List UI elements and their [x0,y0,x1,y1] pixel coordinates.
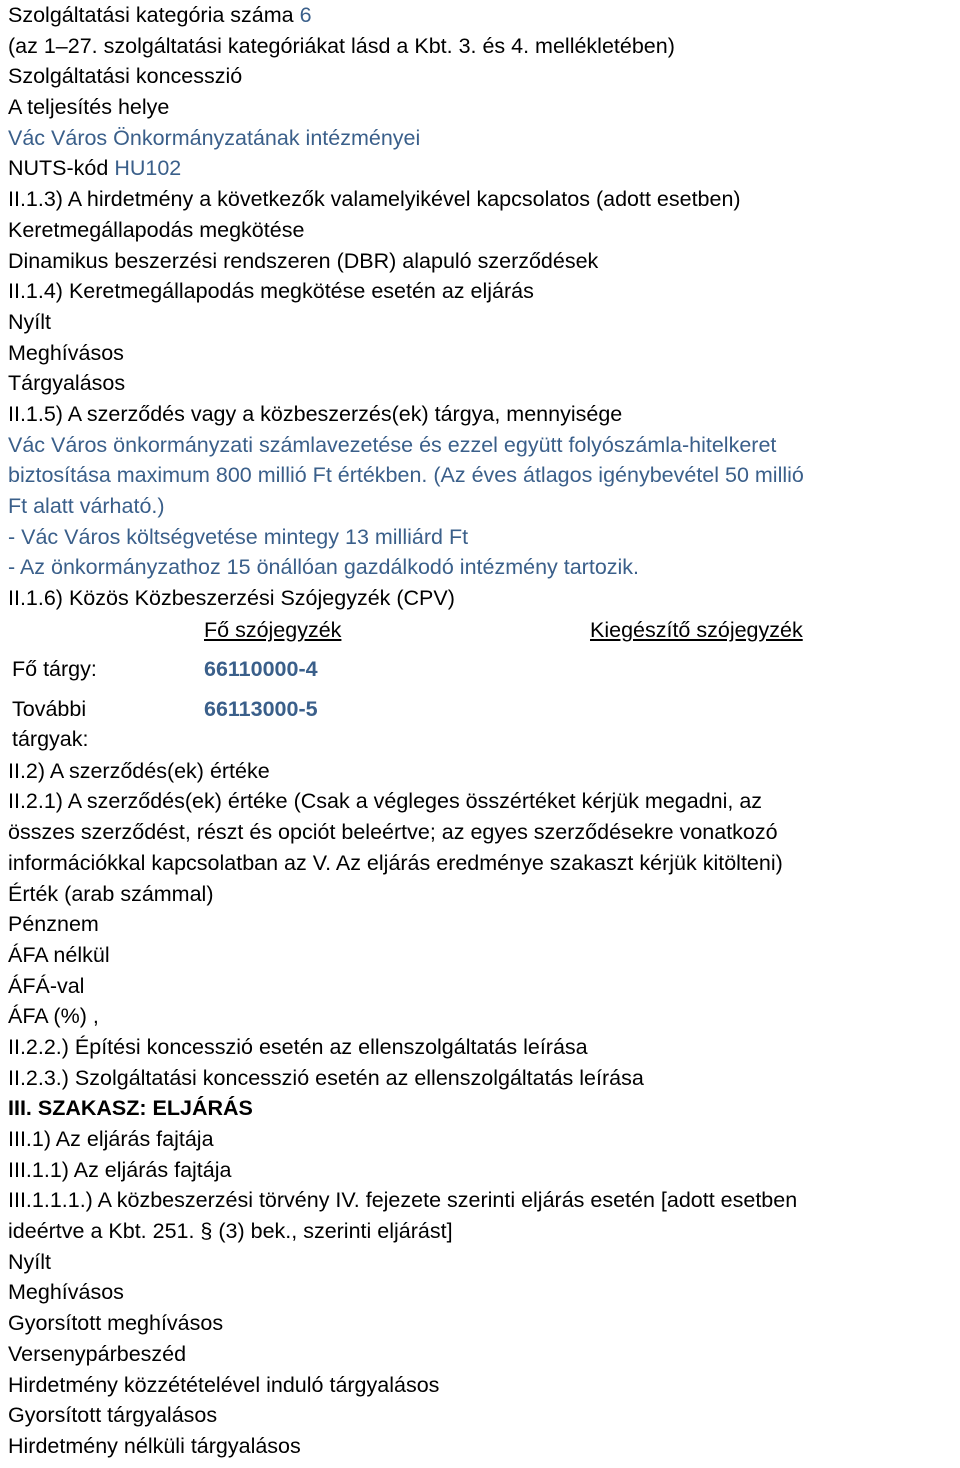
service-category-value: 6 [299,3,312,27]
value-label: Érték (arab számmal) [8,881,214,906]
section-ii-1-6-heading: II.1.6) Közös Közbeszerzési Szójegyzék (CPV) [8,586,455,611]
section-iii-1-1-1-text-2: ideértve a Kbt. 251. § (3) bek., szerinti eljárást] [8,1219,453,1244]
procedure-open: Nyílt [8,309,51,334]
section-ii-1-5-heading: II.1.5) A szerződés vagy a közbeszerzés(ek) tárgya, mennyisége [8,401,623,426]
section-iii-1-heading: III.1) Az eljárás fajtája [8,1127,214,1151]
section-iii-heading: III. SZAKASZ: ELJÁRÁS [8,1096,253,1121]
service-category-line [8,0,958,31]
procedure-type-negotiated-with-notice: Hirdetmény közzétételével induló tárgyalásos [8,1372,440,1397]
cpv-main-object-label: Fő tárgy: [12,656,97,681]
place-of-performance-value: Vác Város Önkormányzatának intézményei [8,125,421,150]
cpv-main-vocabulary-header: Fő szójegyzék [204,617,342,642]
vat-percent-label: ÁFA (%) , [8,1004,99,1029]
subject-description-2: biztosítása maximum 800 millió Ft értékben. (Az éves átlagos igénybevétel 50 millió [8,463,804,488]
procedure-negotiated: Tárgyalásos [8,371,126,396]
subject-description-5: - Az önkormányzathoz 15 önállóan gazdálkodó intézmény tartozik. [8,555,640,580]
nuts-code-line [8,153,958,184]
cpv-additional-objects-row [8,692,958,756]
subject-description-3: Ft alatt várható.) [8,494,165,518]
currency-label: Pénznem [8,912,99,937]
cpv-additional-label-1: További [12,696,87,721]
procedure-type-restricted: Meghívásos [8,1280,124,1305]
procedure-type-negotiated-without-notice: Hirdetmény nélküli tárgyalásos [8,1433,301,1458]
service-category-note: (az 1–27. szolgáltatási kategóriákat lásd a Kbt. 3. és 4. mellékletében) [8,33,675,58]
nuts-code-value: HU102 [114,156,182,181]
section-ii-2-2-heading: II.2.2.) Építési koncesszió esetén az ellenszolgáltatás leírása [8,1034,588,1059]
framework-agreement-option: Keretmegállapodás megkötése [8,217,305,242]
place-of-performance-label: A teljesítés helye [8,95,170,120]
cpv-additional-label-2: tárgyak: [12,726,89,751]
nuts-code-label: NUTS-kód [8,156,115,181]
document-body [8,0,958,1462]
procedure-type-competitive-dialogue: Versenypárbeszéd [8,1341,187,1366]
section-ii-2-1-text-3: információkkal kapcsolatban az V. Az eljárás eredménye szakaszt kérjük kitölteni) [8,850,783,875]
section-ii-2-heading: II.2) A szerződés(ek) értéke [8,758,270,783]
procedure-type-accelerated-restricted: Gyorsított meghívásos [8,1311,224,1336]
section-ii-1-4-heading: II.1.4) Keretmegállapodás megkötése esetén az eljárás [8,279,534,304]
section-ii-2-1-text-2: összes szerződést, részt és opciót beleértve; az egyes szerződésekre vonatkozó [8,820,778,845]
section-iii-1-1-heading: III.1.1) Az eljárás fajtája [8,1157,232,1182]
procedure-type-accelerated-negotiated: Gyorsított tárgyalásos [8,1403,218,1428]
cpv-main-object-row [8,652,958,692]
cpv-main-object-code: 66110000-4 [204,656,318,681]
subject-description-1: Vác Város önkormányzati számlavezetése és ezzel együtt folyószámla-hitelkeret [8,432,777,457]
cpv-additional-object-code: 66113000-5 [204,696,318,721]
dbr-option: Dinamikus beszerzési rendszeren (DBR) alapuló szerződések [8,248,599,273]
vat-included-label: ÁFÁ-val [8,973,85,998]
section-ii-1-3-heading: II.1.3) A hirdetmény a következők valamelyikével kapcsolatos (adott esetben) [8,187,741,212]
section-ii-2-1-text-1: II.2.1) A szerződés(ek) értéke (Csak a végleges összértéket kérjük megadni, az [8,789,763,814]
vat-excluded-label: ÁFA nélkül [8,942,110,967]
subject-description-4: - Vác Város költségvetése mintegy 13 milliárd Ft [8,524,469,549]
procedure-type-open: Nyílt [8,1249,51,1274]
procedure-restricted: Meghívásos [8,340,124,365]
cpv-supplementary-vocabulary-header: Kiegészítő szójegyzék [590,617,803,642]
section-iii-1-1-1-text-1: III.1.1.1.) A közbeszerzési törvény IV. fejezete szerinti eljárás esetén [adott esetben [8,1188,798,1213]
service-category-label: Szolgáltatási kategória száma [8,3,300,27]
cpv-table-header [8,614,958,652]
service-concession: Szolgáltatási koncesszió [8,64,243,89]
section-ii-2-3-heading: II.2.3.) Szolgáltatási koncesszió esetén az ellenszolgáltatás leírása [8,1065,644,1090]
